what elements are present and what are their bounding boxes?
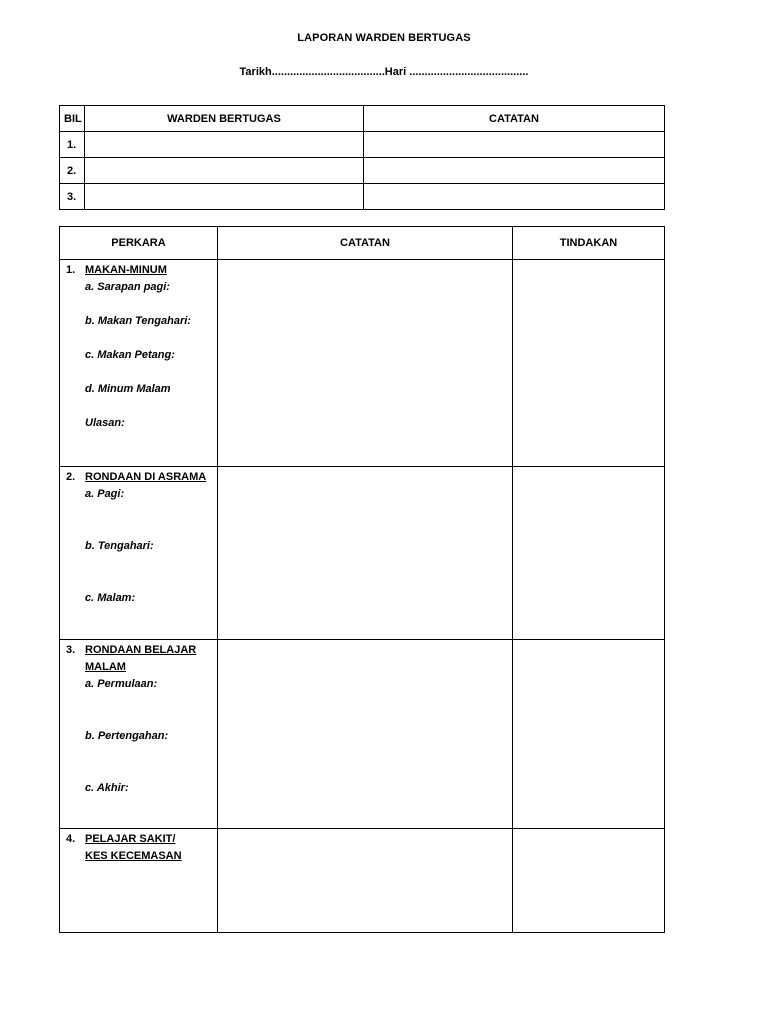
sub-item: b. Tengahari: (85, 540, 154, 552)
section-title: RONDAAN DI ASRAMA (85, 471, 207, 483)
table-row (60, 184, 665, 210)
warden-cell[interactable] (85, 158, 364, 184)
table-row (60, 158, 665, 184)
sub-item: c. Makan Petang: (85, 349, 175, 361)
header-catatan: CATATAN (218, 227, 513, 260)
catatan-cell[interactable] (218, 467, 513, 640)
tindakan-cell[interactable] (513, 260, 665, 467)
warden-cell[interactable] (85, 184, 364, 210)
header-bil: BIL (60, 106, 85, 132)
tindakan-cell[interactable] (513, 467, 665, 640)
header-perkara: PERKARA (60, 227, 218, 260)
section-number: 1. (66, 264, 76, 276)
sub-item: b. Pertengahan: (85, 730, 169, 742)
sub-item: Ulasan: (85, 417, 125, 429)
date-day-line: Tarikh.....................................Hari ....................................... (239, 66, 529, 78)
section-pelajar-sakit (60, 829, 665, 933)
perkara-cell (60, 260, 218, 467)
tindakan-cell[interactable] (513, 640, 665, 829)
report-items-table (59, 226, 665, 933)
section-title-continued: MALAM (85, 661, 126, 673)
catatan-cell[interactable] (364, 132, 665, 158)
catatan-cell[interactable] (218, 829, 513, 933)
warden-cell[interactable] (85, 132, 364, 158)
section-makan-minum (60, 260, 665, 467)
section-number: 3. (66, 644, 76, 656)
header-tindakan: TINDAKAN (513, 227, 665, 260)
section-number: 2. (66, 471, 76, 483)
row-number: 2. (60, 158, 85, 184)
sub-item: a. Sarapan pagi: (85, 281, 170, 293)
tindakan-cell[interactable] (513, 829, 665, 933)
row-number: 1. (60, 132, 85, 158)
perkara-cell (60, 467, 218, 640)
perkara-cell (60, 829, 218, 933)
catatan-cell[interactable] (218, 640, 513, 829)
sub-item: a. Pagi: (85, 488, 125, 500)
sub-item: d. Minum Malam (85, 383, 171, 395)
header-warden-bertugas: WARDEN BERTUGAS (85, 106, 364, 132)
section-title-continued: KES KECEMASAN (85, 850, 182, 862)
section-title: PELAJAR SAKIT/ (85, 833, 176, 845)
catatan-cell[interactable] (218, 260, 513, 467)
warden-table (59, 105, 665, 210)
section-title: RONDAAN BELAJAR (85, 644, 197, 656)
section-number: 4. (66, 833, 76, 845)
sub-item: c. Akhir: (85, 782, 129, 794)
table-row (60, 132, 665, 158)
catatan-cell[interactable] (364, 158, 665, 184)
row-number: 3. (60, 184, 85, 210)
perkara-cell (60, 640, 218, 829)
section-rondaan-belajar-malam (60, 640, 665, 829)
sub-item: b. Makan Tengahari: (85, 315, 191, 327)
report-title: LAPORAN WARDEN BERTUGAS (297, 32, 471, 44)
sub-item: c. Malam: (85, 592, 136, 604)
section-title: MAKAN-MINUM (85, 264, 167, 276)
header-catatan: CATATAN (364, 106, 665, 132)
catatan-cell[interactable] (364, 184, 665, 210)
section-rondaan-asrama (60, 467, 665, 640)
sub-item: a. Permulaan: (85, 678, 158, 690)
